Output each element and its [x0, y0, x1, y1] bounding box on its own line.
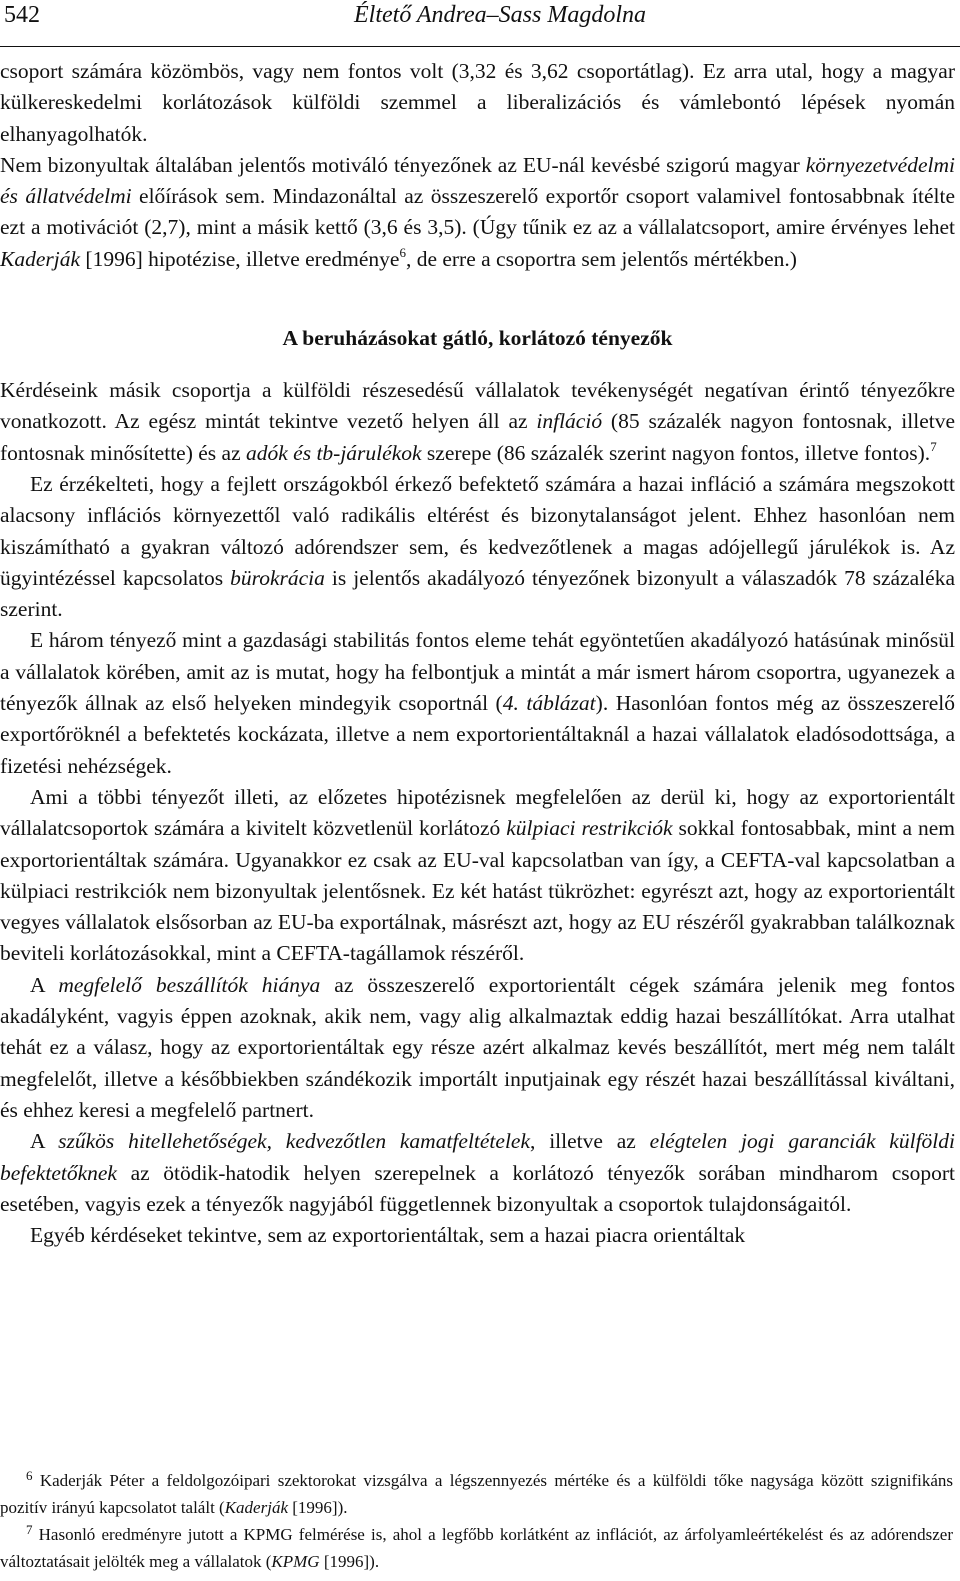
footnotes [0, 1467, 953, 1575]
paragraph-restrictions: Ami a többi tényezőt illeti, az előzetes hipotézisnek megfelelően az derül ki, hogy az exportorientált vállalatcsoportok számára a kivitelt közvetlenül korlátozó külpiaci restrikciók sokkal fontosabbak, mint a nem exportorientáltak számára. Ugyanakkor ez csak az EU-val kapcsolatban van így, a CEFTA-val kapcsolatban a külpiaci restrikciók nem bizonyultak jelentősnek. Ez két hatást tükrözhet: egyrészt azt, hogy az exportorientált vegyes vállalatok elsősorban az EU-ba exportálnak, másrészt azt, hogy az EU részéről gyakrabban találkoznak beviteli korlátozásokkal, mint a CEFTA-tagállamok részéről. [0, 784, 955, 966]
footnote-ref-6: 6 [399, 244, 406, 260]
paragraph-environmental: Nem bizonyultak általában jelentős motiváló tényezőnek az EU-nál kevésbé szigorú magyar környezetvédelmi és állatvédelmi előírások sem. Mindazonáltal az összeszerelő exportőr csoport valamivel fontosabbnak ítélte ezt a motivációt (2,7), mint a másik kettő (3,6 és 3,5). (Úgy tűnik ez az a vállalatcsoport, amire érvényes lehet Kaderják [1996] hipotézise, illetve eredménye$^6$, de erre a csoportra sem jelentős mértékben.) [0, 152, 956, 271]
paragraph-suppliers: A megfelelő beszállítók hiánya az összeszerelő exportorientált cégek számára jelenik meg fontos akadályként, vagyis éppen azoknak, akik nem, vagy alig alkalmaztak eddig hazai beszállítókat. Arra utalhat tehát ez a válasz, hogy az exportorientáltak egy része azért alkalmaz kevés beszállítót, mert még nem talált megfelelőt, illetve a későbbiekben szándékozik importált inputjainak egy részét hazai beszállítással kiváltani, és ehhez keresi a megfelelő partnert. [0, 972, 955, 1122]
paragraph-credit: A szűkös hitellehetőségek, kedvezőtlen kamatfeltételek, illetve az elégtelen jogi garanciák külföldi befektetőknek az ötödik-hatodik helyen szerepelnek a korlátozó tényezők sorában mindharom csoport esetében, vagyis ezek a tényezők nagyjából függetlennek bizonyultak a csoportok tulajdonságaitól. [0, 1129, 955, 1216]
body-text [0, 56, 955, 1251]
section-heading: A beruházásokat gátló, korlátozó tényezők [282, 326, 673, 351]
paragraph-stability: E három tényező mint a gazdasági stabilitás fontos eleme tehát egyöntetűen akadályozó hatásúnak minősül a vállalatok körében, amit az is mutat, hogy ha felbontjuk a mintát a már ismert három csoportra, ugyanezek a tényezők állnak az első helyeken mindegyik csoportnál (4. táblázat). Hasonlóan fontos még az összeszerelő exportőröknél a befektetés kockázata, illetve a nem exportorientáltaknál a hazai vállalatok eladósodottsága, a fizetési nehézségek. [0, 628, 955, 778]
paragraph-inflation: Kérdéseink másik csoportja a külföldi részesedésű vállalatok tevékenységét negatívan érintő tényezőkre vonatkozott. Az egész mintát tekintve vezető helyen áll az infláció (85 százalék nagyon fontosnak, illetve fontosnak minősítette) és az adók és tb-járulékok szerepe (86 százalék szerint nagyon fontos, illetve fontos).$^7$ [0, 378, 956, 465]
footnote-ref-7: 7 [930, 438, 937, 454]
page-number: 542 [4, 2, 40, 28]
running-title: Éltető Andrea–Sass Magdolna [354, 2, 646, 28]
paragraph-bureaucracy: Ez érzékelteti, hogy a fejlett országokból érkező befektető számára a hazai infláció a számára megszokott alacsony inflációs környezettől való radikális eltérést és bizonytalanságot jelent. Ehhez hasonlóan nem kiszámítható a gyakran változó adórendszer sem, és kedvezőtlenek a magas adójellegű járulékok is. Az ügyintézéssel kapcsolatos bürokrácia is jelentős akadályozó tényezőnek bizonyult a válaszadók 78 százaléka szerint. [0, 471, 955, 622]
running-header [0, 0, 960, 47]
paragraph-other: Egyéb kérdéseket tekintve, sem az exportorientáltak, sem a hazai piacra orientáltak [30, 1223, 746, 1248]
paragraph-continued: csoport számára közömbös, vagy nem fontos volt (3,32 és 3,62 csoportátlag). Ez arra utal, hogy a magyar külkereskedelmi korlátozások külföldi szemmel a liberalizációs és vámlebontó lépések nyomán elhanyagolhatók. [0, 59, 955, 146]
footnote-7: $^7$ Hasonló eredményre jutott a KPMG felmérése is, ahol a legfőbb korlátként az inflációt, az árfolyamleértékelést és az adórendszer változtatásait jelölték meg a vállalatok (KPMG [1996]). [0, 1522, 953, 1571]
footnote-6: $^6$ Kaderják Péter a feldolgozóipari szektorokat vizsgálva a légszennyezés mértéke és a külföldi tőke nagysága között szignifikáns pozitív irányú kapcsolatot talált (Kaderják [1996]). [0, 1468, 953, 1517]
